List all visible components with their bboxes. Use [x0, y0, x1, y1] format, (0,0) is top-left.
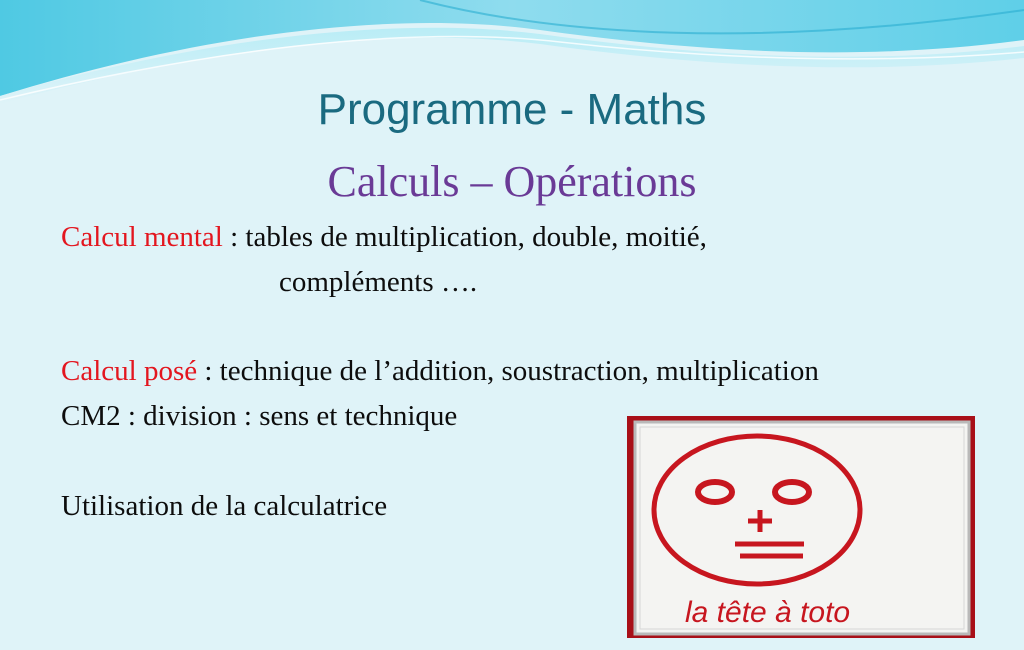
tete-a-toto-image [627, 416, 975, 638]
text-calcul-mental: : tables de multiplication, double, moitié, [222, 221, 707, 253]
line-complements: compléments …. [279, 266, 478, 298]
line-cm2-division: CM2 : division : sens et technique [61, 400, 458, 432]
line-calcul-pose [61, 354, 819, 388]
line-calcul-mental [61, 220, 707, 254]
slide-title: Programme - Maths [317, 85, 707, 134]
slide-subtitle: Calculs – Opérations [327, 157, 697, 206]
line-calculatrice: Utilisation de la calculatrice [61, 490, 388, 522]
image-caption: la tête à toto [685, 596, 851, 629]
text-calcul-pose: : technique de l’addition, soustraction, multiplication [197, 355, 819, 387]
label-calcul-mental: Calcul mental [61, 221, 223, 253]
label-calcul-pose: Calcul posé [61, 355, 198, 387]
